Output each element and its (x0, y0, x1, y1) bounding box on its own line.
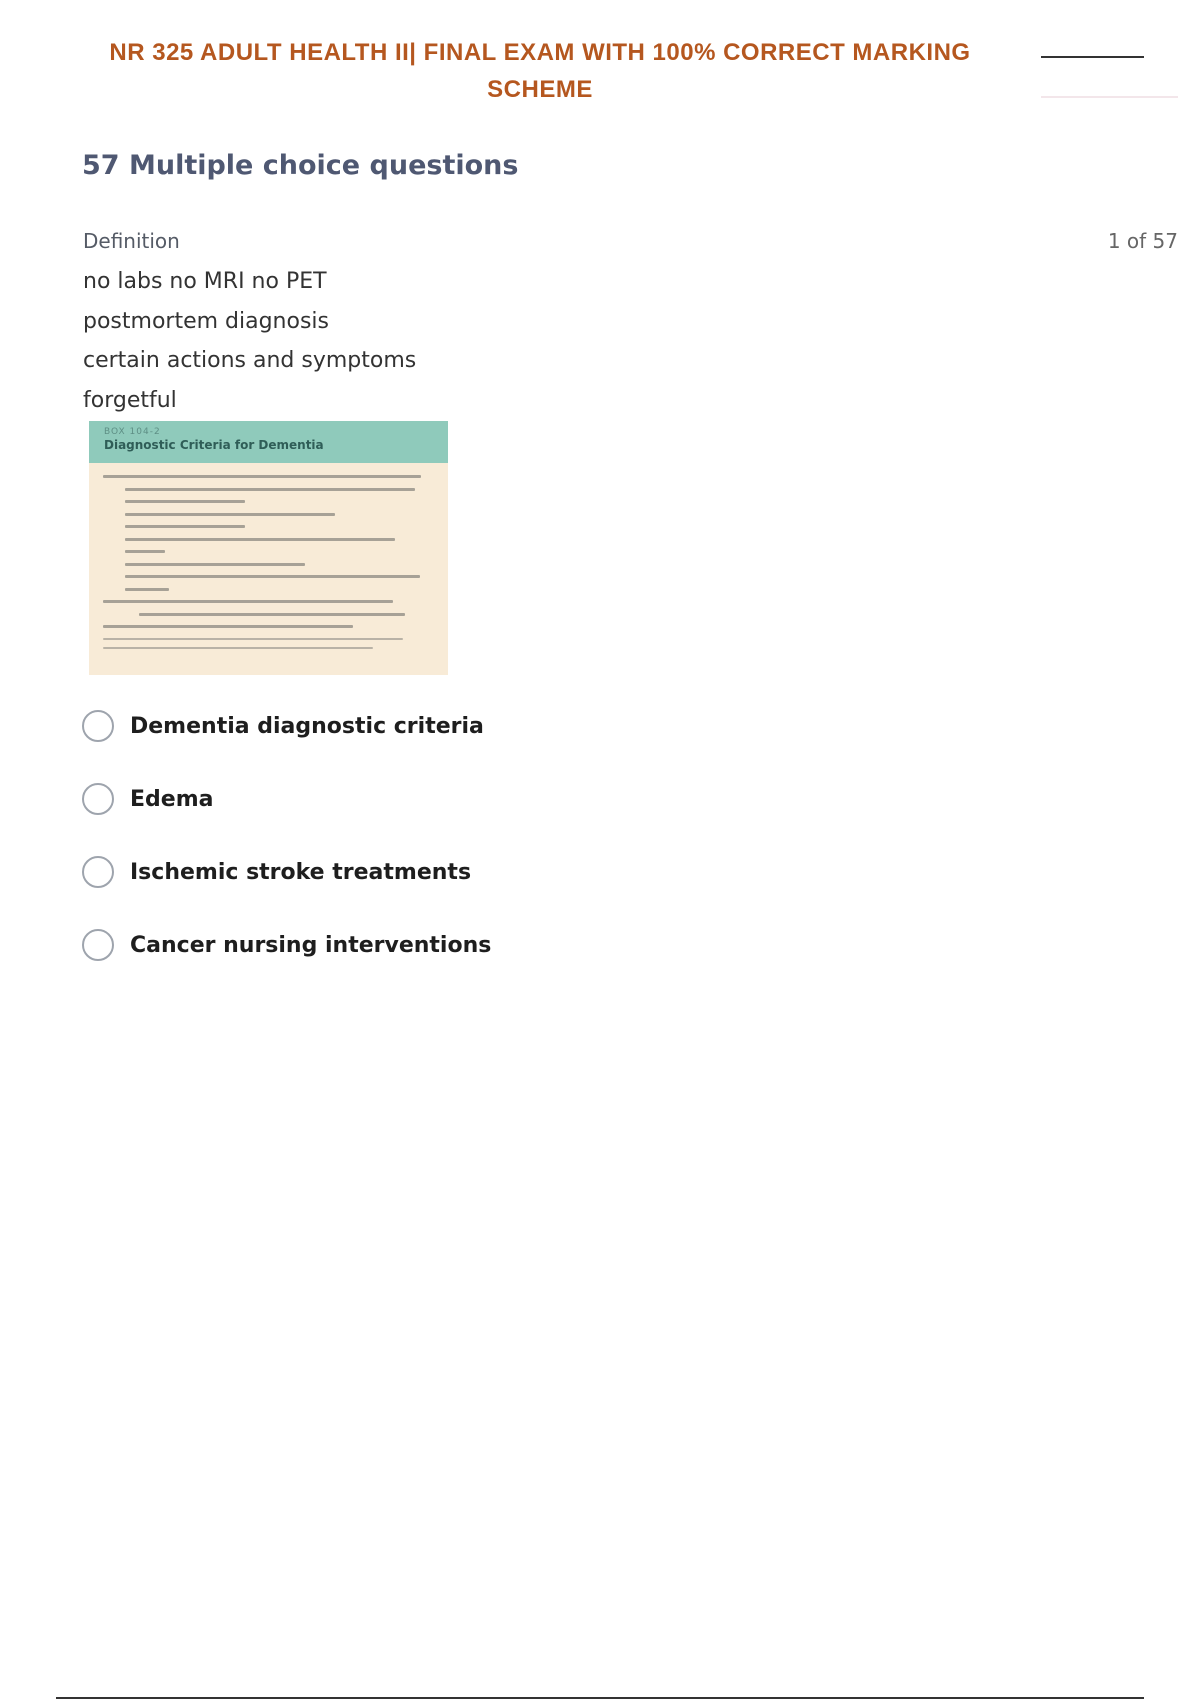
radio-button[interactable] (82, 856, 114, 888)
answer-option[interactable] (82, 854, 491, 890)
definition-line: forgetful (83, 387, 177, 413)
radio-button[interactable] (82, 710, 114, 742)
answer-option-label: Dementia diagnostic criteria (130, 713, 484, 739)
header-title-line-1: NR 325 ADULT HEALTH II| FINAL EXAM WITH 100% CORRECT MARKING (109, 39, 971, 66)
definition-text (83, 262, 416, 420)
header-title-line-2: SCHEME (487, 76, 593, 103)
definition-line: postmortem diagnosis (83, 308, 329, 334)
answer-option[interactable] (82, 781, 491, 817)
figure-body-text (89, 463, 448, 649)
question-counter: 1 of 57 (1107, 229, 1178, 253)
answer-option[interactable] (82, 708, 491, 744)
figure-title: Diagnostic Criteria for Dementia (104, 438, 324, 452)
header-divider-light (1041, 96, 1178, 98)
definition-image (89, 421, 448, 675)
document-header (60, 34, 1020, 108)
section-title: 57 Multiple choice questions (82, 150, 519, 181)
answer-option-label: Edema (130, 786, 214, 812)
header-divider (1041, 56, 1144, 58)
card-label: Definition (83, 229, 180, 253)
definition-line: no labs no MRI no PET (83, 269, 327, 294)
answer-option[interactable] (82, 927, 491, 963)
figure-header (89, 421, 448, 463)
radio-button[interactable] (82, 783, 114, 815)
radio-button[interactable] (82, 929, 114, 961)
answer-options (82, 708, 491, 1000)
figure-box-label: BOX 104-2 (104, 427, 161, 437)
answer-option-label: Cancer nursing interventions (130, 932, 492, 958)
footer-divider (56, 1697, 1144, 1699)
definition-line: certain actions and symptoms (83, 348, 417, 373)
answer-option-label: Ischemic stroke treatments (130, 859, 472, 885)
